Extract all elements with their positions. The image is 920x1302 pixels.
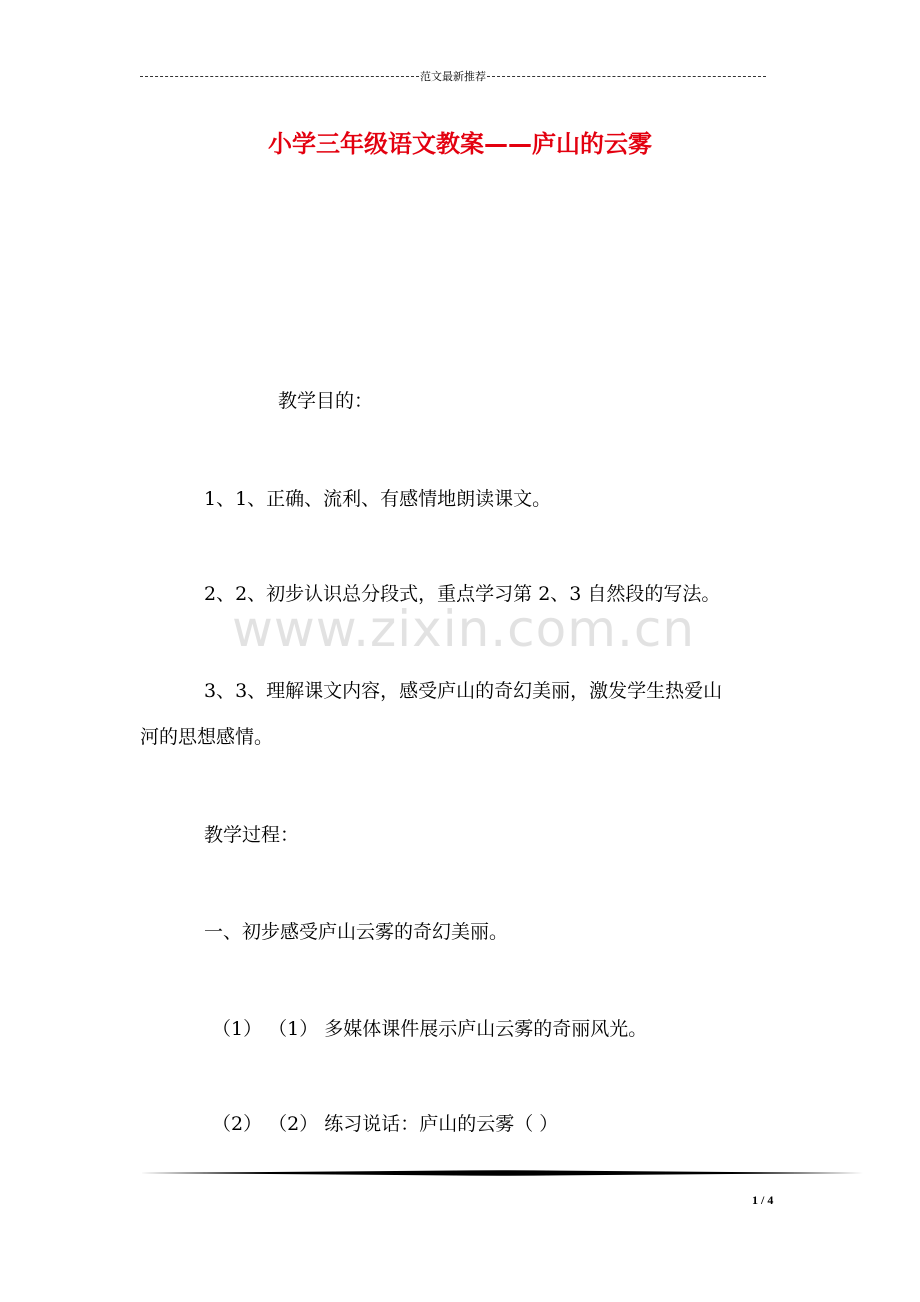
goal-item-1: 1、1、正确、流利、有感情地朗读课文。	[204, 488, 552, 510]
header-dash-right	[487, 76, 766, 77]
document-title: 小学三年级语文教案——庐山的云雾	[268, 130, 652, 158]
process-step-1-1: （1） （1） 多媒体课件展示庐山云雾的奇丽风光。	[212, 1018, 648, 1040]
goal-item-3-line-2: 河的思想感情。	[140, 726, 274, 748]
process-heading: 教学过程：	[204, 824, 300, 846]
goal-item-3-line-1: 3、3、理解课文内容，感受庐山的奇幻美丽，激发学生热爱山	[204, 680, 723, 702]
header-label: 范文最新推荐	[420, 70, 486, 83]
goal-item-2: 2、2、初步认识总分段式，重点学习第 2、3 自然段的写法。	[204, 583, 721, 605]
footer-rule	[140, 1170, 863, 1176]
process-step-1-2: （2） （2） 练习说话：庐山的云雾（ ）	[212, 1113, 559, 1135]
header-dash-left	[140, 76, 419, 77]
process-step-1: 一、初步感受庐山云雾的奇幻美丽。	[204, 921, 509, 943]
page-header	[140, 66, 766, 86]
page-number: 1 / 4	[752, 1193, 774, 1207]
watermark: www.zixin.com.cn	[232, 600, 696, 658]
goal-heading: 教学目的：	[278, 390, 374, 412]
